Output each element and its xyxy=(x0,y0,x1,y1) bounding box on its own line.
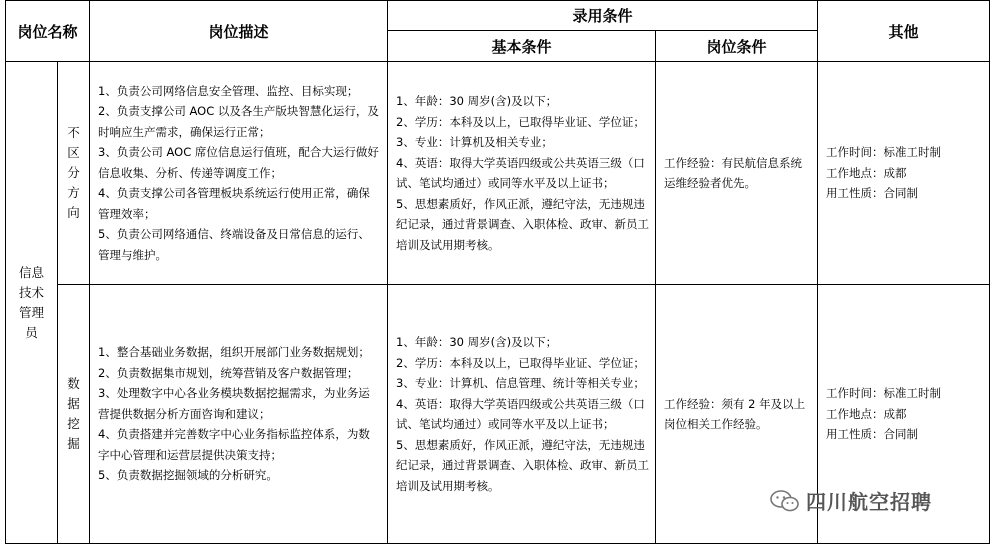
description-item: 4、负责搭建并完善数字中心业务指标监控体系，为数字中心管理和运营层提供决策支持； xyxy=(98,427,370,462)
basic-item: 2、学历：本科及以上，已取得毕业证、学位证； xyxy=(396,114,645,129)
basic-conditions-cell xyxy=(388,62,656,285)
direction-char: 掘 xyxy=(67,436,80,451)
direction-char: 数 xyxy=(67,376,80,391)
other-item: 工作时间：标准工时制 xyxy=(826,145,942,160)
category-cell xyxy=(6,62,58,544)
description-item: 2、负责支撑公司 AOC 以及各生产版块智慧化运行，及时响应生产需求，确保运行正常； xyxy=(98,104,379,139)
description-item: 3、处理数字中心各业务模块数据挖掘需求，为业务运营提供数据分析方面咨询和建议； xyxy=(98,386,370,421)
category-line: 员 xyxy=(25,324,38,340)
category-line: 信息 xyxy=(18,264,44,280)
header-description: 岗位描述 xyxy=(90,1,388,62)
watermark-text: 四川航空招聘 xyxy=(806,490,932,514)
basic-item: 2、学历：本科及以上，已取得毕业证、学位证； xyxy=(396,355,645,370)
header-basic-conditions: 基本条件 xyxy=(388,31,656,62)
basic-item: 4、英语：取得大学英语四级或公共英语三级（口试、笔试均通过）或同等水平及以上证书； xyxy=(396,396,645,431)
basic-item: 3、专业：计算机、信息管理、统计等相关专业； xyxy=(396,376,645,390)
wechat-icon xyxy=(770,490,800,512)
direction-char: 方 xyxy=(67,185,80,200)
direction-cell xyxy=(58,62,90,285)
category-line: 管理 xyxy=(18,304,44,320)
header-post-conditions: 岗位条件 xyxy=(656,31,818,62)
basic-item: 1、年龄：30 周岁(含)及以下； xyxy=(396,94,558,108)
direction-char: 区 xyxy=(67,145,80,160)
header-conditions: 录用条件 xyxy=(388,1,818,31)
category-line: 技术 xyxy=(18,284,44,300)
other-item: 工作地点：成都 xyxy=(826,165,907,180)
direction-char: 据 xyxy=(67,396,80,411)
direction-char: 向 xyxy=(67,205,80,220)
basic-item: 5、思想素质好，作风正派，遵纪守法，无违规违纪记录，通过背景调查、入职体检、政审、新员工培训及试用期考核。 xyxy=(396,196,650,252)
description-item: 1、负责公司网络信息安全管理、监控、目标实现； xyxy=(98,83,359,98)
basic-item: 1、年龄：30 周岁(含)及以下； xyxy=(396,335,558,349)
watermark xyxy=(770,486,932,515)
basic-conditions-cell xyxy=(388,285,656,544)
header-other: 其他 xyxy=(818,1,990,62)
direction-char: 分 xyxy=(67,165,80,180)
description-item: 5、负责数据挖掘领域的分析研究。 xyxy=(98,468,278,483)
description-cell xyxy=(90,285,388,544)
description-item: 1、整合基础业务数据，组织开展部门业务数据规划； xyxy=(98,345,370,360)
post-condition-text: 工作经验：须有 2 年及以上岗位相关工作经验。 xyxy=(664,396,806,431)
description-item: 2、负责数据集市规划，统筹营销及客户数据管理； xyxy=(98,365,359,380)
recruitment-table xyxy=(5,0,990,544)
direction-char: 不 xyxy=(67,125,80,140)
other-item: 用工性质：合同制 xyxy=(826,427,919,442)
description-item: 5、负责公司网络通信、终端设备及日常信息的运行、管理与维护。 xyxy=(98,227,370,262)
direction-char: 挖 xyxy=(67,416,80,431)
post-condition-text: 工作经验：有民航信息系统运维经验者优先。 xyxy=(664,155,803,190)
description-item: 4、负责支撑公司各管理板块系统运行使用正常，确保管理效率； xyxy=(98,186,370,221)
description-item: 3、负责公司 AOC 席位信息运行值班，配合大运行做好信息收集、分析、传递等调度工作； xyxy=(98,145,379,180)
other-cell xyxy=(818,62,990,285)
basic-item: 5、思想素质好，作风正派，遵纪守法，无违规违纪记录，通过背景调查、入职体检、政审、新员工培训及试用期考核。 xyxy=(396,437,650,493)
other-item: 工作时间：标准工时制 xyxy=(826,386,942,401)
other-item: 工作地点：成都 xyxy=(826,406,907,421)
basic-item: 4、英语：取得大学英语四级或公共英语三级（口试、笔试均通过）或同等水平及以上证书； xyxy=(396,155,645,190)
description-cell xyxy=(90,62,388,285)
basic-item: 3、专业：计算机及相关专业； xyxy=(396,135,553,149)
post-conditions-cell xyxy=(656,62,818,285)
header-position-name: 岗位名称 xyxy=(6,1,90,62)
other-item: 用工性质：合同制 xyxy=(826,186,919,201)
direction-cell xyxy=(58,285,90,544)
